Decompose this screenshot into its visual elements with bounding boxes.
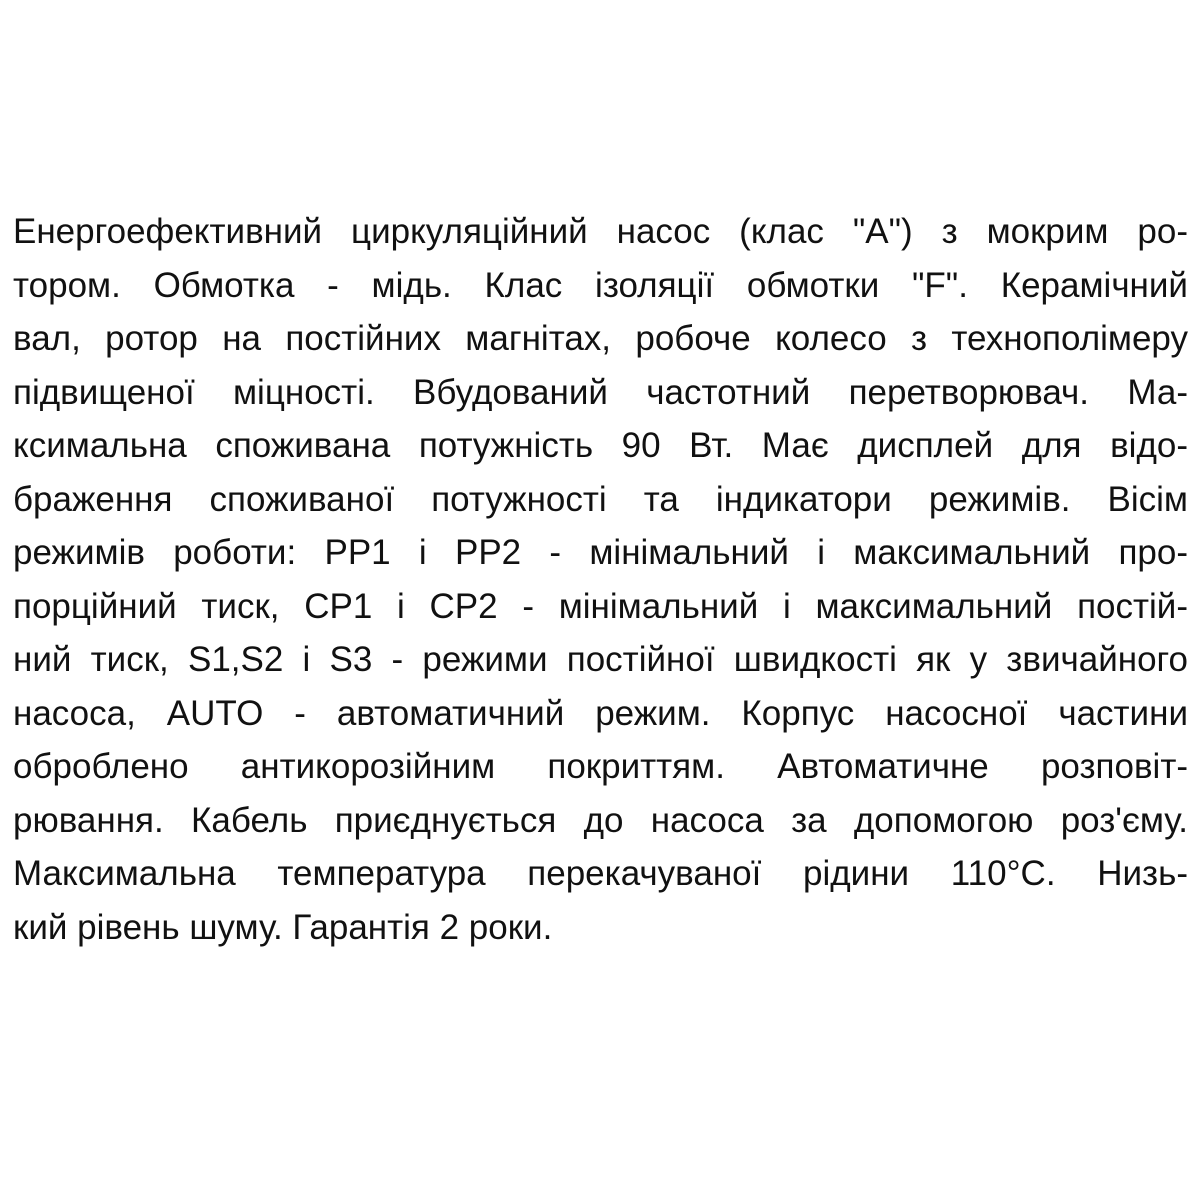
description-line-2: тором. Обмотка - мідь. Клас ізоляції обмотки "F". Керамічний bbox=[13, 265, 1188, 305]
description-line-12: рювання. Кабель приєднується до насоса за допомогою роз'єму. bbox=[13, 800, 1188, 840]
description-line-3: вал, ротор на постійних магнітах, робоче колесо з технополімеру bbox=[13, 319, 1188, 358]
description-line-11: оброблено антикорозійним покриттям. Автоматичне розповіт- bbox=[13, 747, 1188, 786]
description-line-13: Максимальна температура перекачуваної рідини 110°С. Низь- bbox=[13, 854, 1188, 893]
description-line-4: підвищеної міцності. Вбудований частотний перетворювач. Ма- bbox=[13, 372, 1188, 412]
product-description bbox=[13, 205, 1188, 954]
description-line-5: ксимальна споживана потужність 90 Вт. Має дисплей для відо- bbox=[13, 426, 1188, 465]
description-line-10: насоса, AUTO - автоматичний режим. Корпус насосної частини bbox=[13, 693, 1188, 733]
description-line-14: кий рівень шуму. Гарантія 2 роки. bbox=[13, 907, 553, 947]
description-line-7: режимів роботи: PP1 і PP2 - мінімальний і максимальний про- bbox=[13, 533, 1188, 572]
description-line-8: порційний тиск, CP1 і CP2 - мінімальний і максимальний постій- bbox=[13, 586, 1188, 626]
description-line-6: браження споживаної потужності та індикатори режимів. Вісім bbox=[13, 479, 1188, 519]
description-line-9: ний тиск, S1,S2 і S3 - режими постійної швидкості як у звичайного bbox=[13, 640, 1188, 679]
description-line-1: Енергоефективний циркуляційний насос (клас "А") з мокрим ро- bbox=[13, 212, 1188, 251]
